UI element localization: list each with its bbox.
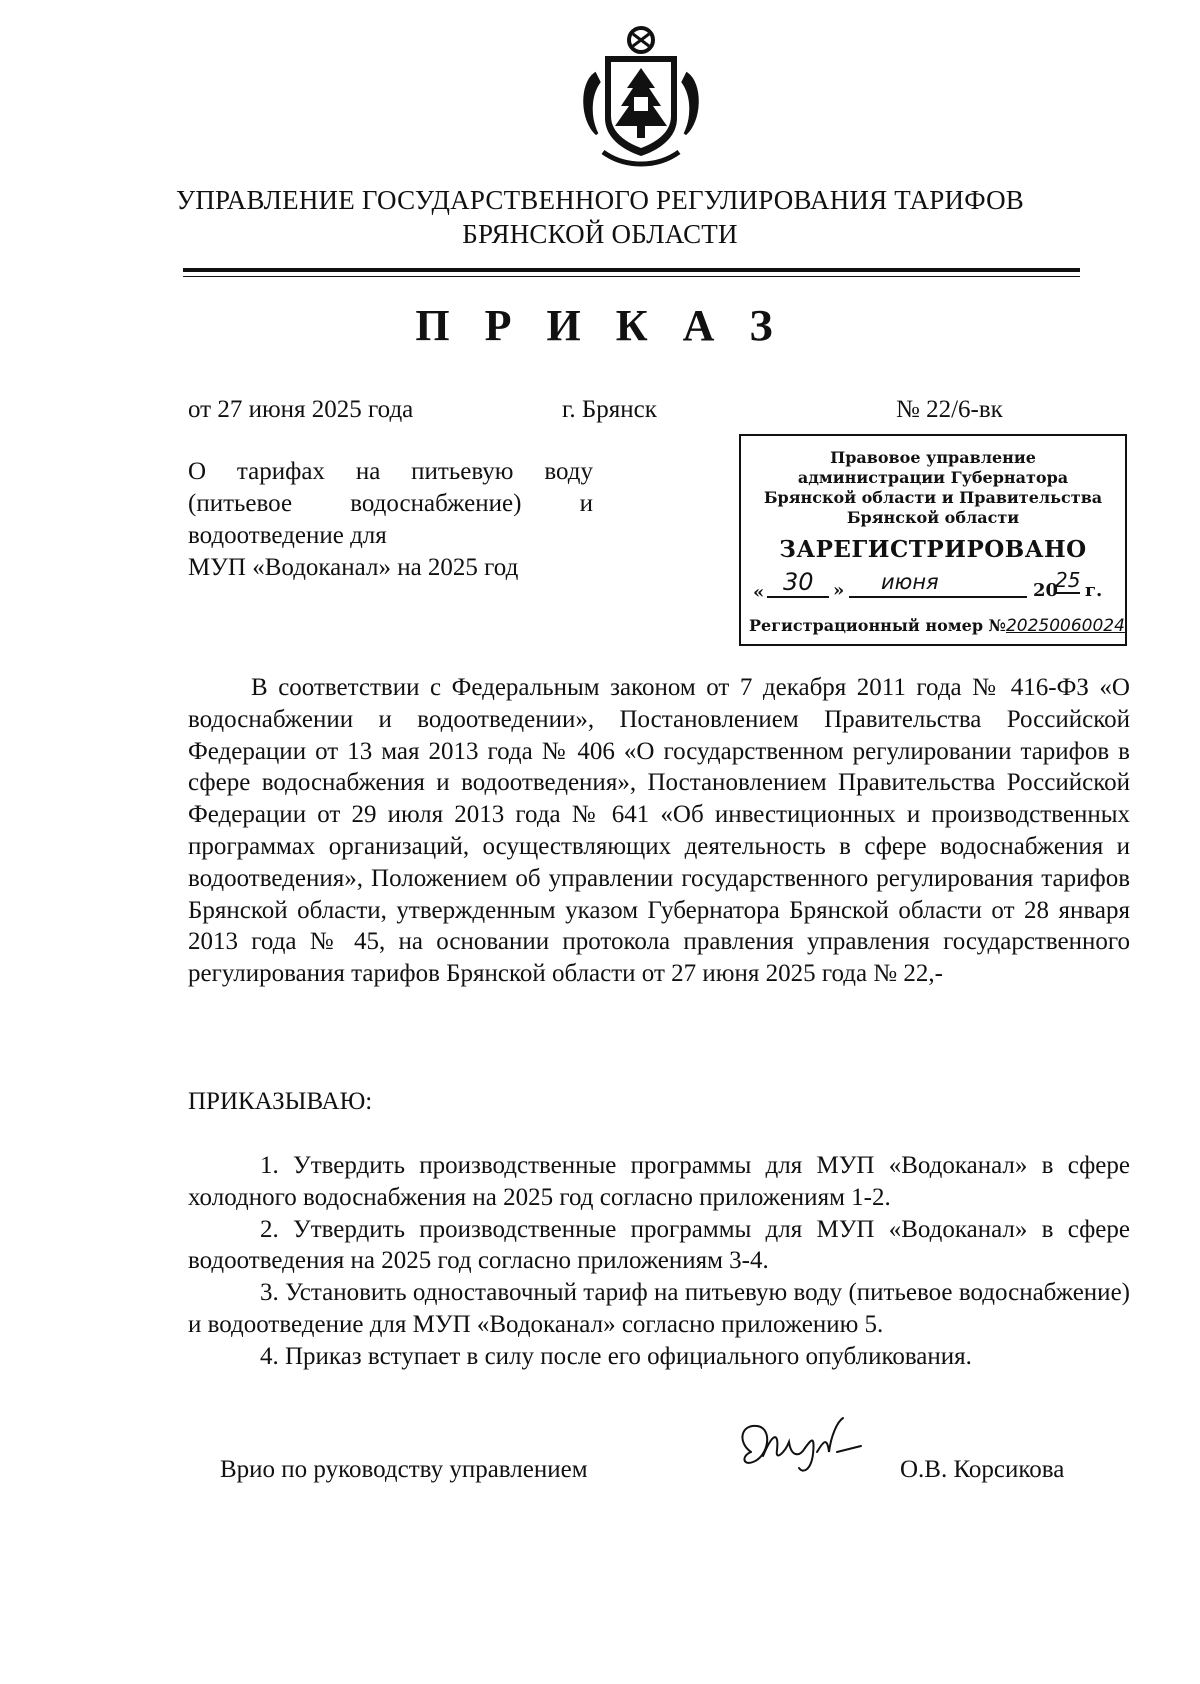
stamp-line: Брянской области	[846, 508, 1020, 527]
subject-line: О тарифах на питьевую воду	[188, 458, 593, 485]
stamp-registration-label: Регистрационный номер №	[749, 616, 1006, 635]
document-city: г. Брянск	[562, 396, 657, 423]
stamp-registered-label: ЗАРЕГИСТРИРОВАНО	[779, 536, 1087, 563]
stamp-month-underline	[849, 596, 1027, 598]
document-title: П Р И К А З	[415, 301, 785, 350]
organization-name-line2: БРЯНСКОЙ ОБЛАСТИ	[462, 219, 738, 249]
signatory-name: О.В. Корсикова	[900, 1456, 1065, 1483]
stamp-quote-open: «	[753, 582, 765, 603]
document-date: от 27 июня 2025 года	[188, 396, 414, 423]
header-divider-thick	[183, 268, 1080, 272]
order-item: 4. Приказ вступает в силу после его официального опубликования.	[260, 1342, 972, 1370]
signatory-position: Врио по руководству управлением	[220, 1456, 588, 1483]
stamp-year-prefix: 20	[1033, 580, 1059, 601]
document-subject	[188, 456, 593, 584]
stamp-registration-number	[749, 616, 1125, 636]
stamp-registration-value: 20250060024	[1005, 616, 1125, 636]
preamble-paragraph: В соответствии с Федеральным законом от 7 декабря 2011 года № 416-ФЗ «О водоснабжении и водоотведении», Постановлением Правительства Российской Федерации от 13 мая 2013 года № 406 «О государственном регулировании тарифов в сфере водоснабжения и водоотведения», Постановлением Правительства Российской Федерации от 29 июля 2013 года № 641 «Об инвестиционных и производственных программах организаций, осуществляющих деятельность в сфере водоснабжения и водоотведения», Положением об управлении государственного регулирования тарифов Брянской области, утвержденным указом Губернатора Брянской области от 28 января 2013 года № 45, на основании протокола правления управления государственного регулирования тарифов Брянской области от 27 июня 2025 года № 22,-	[188, 674, 1130, 988]
order-item: 3. Установить одноставочный тариф на питьевую воду (питьевое водоснабжение) и водоотведение для МУП «Водоканал» согласно приложению 5.	[188, 1279, 1130, 1338]
order-item: 1. Утвердить производственные программы для МУП «Водоканал» в сфере холодного водоснабжения на 2025 год согласно приложениям 1-2.	[188, 1152, 1130, 1211]
stamp-month: июня	[881, 570, 939, 594]
preamble	[188, 672, 1130, 990]
bryansk-coat-of-arms-icon	[575, 22, 707, 172]
stamp-year-suffix: 25	[1055, 568, 1081, 592]
handwritten-signature	[733, 1412, 873, 1484]
header-divider-thin	[183, 276, 1080, 277]
stamp-day: 30	[783, 568, 814, 596]
stamp-date-line	[753, 568, 1119, 606]
document-number: № 22/6-вк	[896, 396, 1003, 423]
subject-line: (питьевое водоснабжение) и	[188, 490, 593, 517]
stamp-line: Брянской области и Правительства	[763, 488, 1103, 507]
registration-stamp	[739, 434, 1127, 646]
stamp-year-unit: г.	[1085, 580, 1103, 601]
organization-name-line1: УПРАВЛЕНИЕ ГОСУДАРСТВЕННОГО РЕГУЛИРОВАНИЯ ТАРИФОВ	[176, 185, 1024, 215]
order-keyword: ПРИКАЗЫВАЮ:	[188, 1088, 373, 1115]
subject-line: МУП «Водоканал» на 2025 год	[188, 554, 519, 581]
order-item: 2. Утвердить производственные программы для МУП «Водоканал» в сфере водоотведения на 2025 год согласно приложениям 3-4.	[188, 1215, 1130, 1275]
stamp-quote-close: »	[833, 580, 845, 601]
stamp-line: администрации Губернатора	[797, 468, 1069, 487]
subject-line: водоотведение для	[188, 522, 387, 549]
stamp-line: Правовое управление	[830, 448, 1036, 467]
order-items	[188, 1150, 1130, 1373]
stamp-day-underline	[767, 596, 829, 598]
